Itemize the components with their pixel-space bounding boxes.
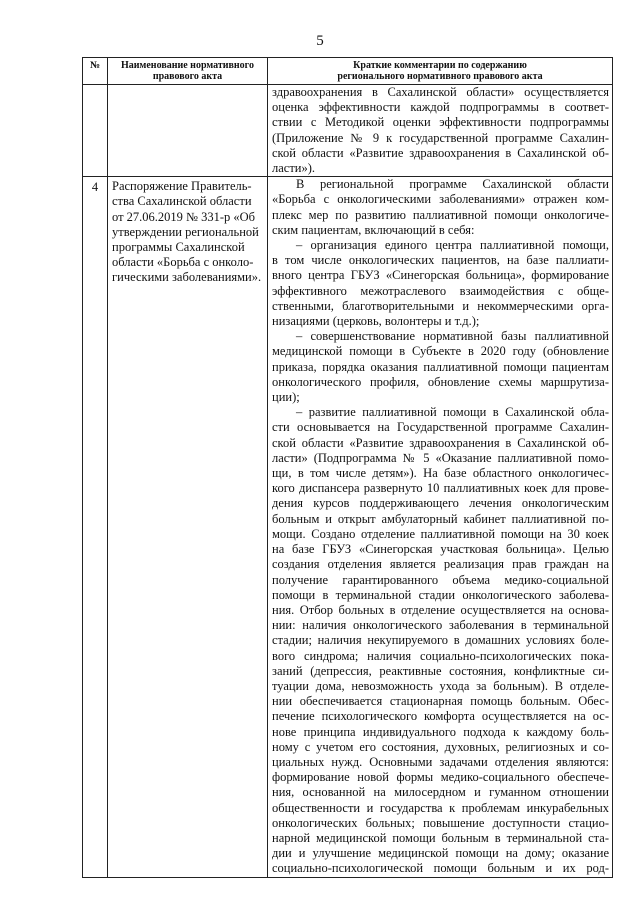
text-line: – организация единого центра паллиативной помощи,	[296, 238, 609, 253]
text-line: области «Борьба с онколо-	[112, 255, 254, 270]
text-line: стадии; наличия некупируемого в домашних условиях боле-	[272, 633, 609, 648]
text-line: ства Сахалинской области	[112, 194, 252, 209]
text-line: общественности и государства к проблемам инкурабельных	[272, 800, 609, 815]
text-line: дии и улучшение медицинской помощи на дому; оказание	[272, 846, 609, 861]
text-line: в том числе онкологических пациентов, на базе паллиати-	[272, 253, 609, 268]
text-line: социально-психологической помощи больным и их род-	[272, 861, 609, 876]
table-header-row	[83, 58, 613, 85]
text-line: В региональной программе Сахалинской области	[296, 177, 609, 192]
text-line: ским пациентам, включающий в себя:	[272, 222, 475, 237]
text-line: ласти»).	[272, 161, 316, 176]
text-line: низациями (церковь, волонтеры и т.д.);	[272, 314, 480, 329]
row-cont-lines	[272, 85, 609, 176]
text-line: помощи в терминальной стадии онкологического заболева-	[272, 587, 609, 602]
text-line: онкологического профиля, обновление схемы маршрутиза-	[272, 374, 609, 389]
header-name-line: Наименование нормативного	[121, 60, 254, 71]
row-cont-num	[83, 85, 108, 177]
text-line: оценка эффективности каждой подпрограммы в соответ-	[272, 100, 609, 115]
row-cont-text	[268, 85, 613, 177]
text-line: утверждении региональной	[112, 224, 259, 239]
header-comment-line: Краткие комментарии по содержанию	[353, 60, 527, 71]
text-line: «Борьба с онкологическими заболеваниями» отражен ком-	[272, 192, 609, 207]
text-line: ственными, благотворительными и некоммерческими орга-	[272, 298, 609, 313]
text-line: ции);	[272, 390, 300, 405]
text-line: получение гарантированного объема медико-социальной	[272, 572, 609, 587]
table-row-continuation	[83, 85, 613, 177]
text-line: ской области «Развитие здравоохранения в Сахалинской об-	[272, 435, 609, 450]
text-line: ния. Отбор больных в отделение осуществляется на основа-	[272, 602, 609, 617]
row-4-text	[268, 177, 613, 877]
row-4-name-lines	[112, 179, 264, 285]
text-line: – совершенствование нормативной базы паллиативной	[296, 329, 609, 344]
text-line: нове принципа индивидуального подхода к каждому боль-	[272, 724, 609, 739]
row-4-text-lines	[272, 177, 609, 876]
text-line: нии: наличия онкологического заболевания в терминальной	[272, 618, 609, 633]
text-line: туации дома, невозможность ухода за больным). В отделе-	[272, 678, 609, 693]
text-line: мощи. Создано отделение паллиативной помощи на 30 коек	[272, 526, 609, 541]
text-line: ствии с Методикой оценки эффективности подпрограммы	[272, 115, 609, 130]
text-line: циальных нужд. Основными задачами отделения являются:	[272, 754, 609, 769]
text-line: ласти» (Подпрограмма № 5 «Оказание паллиативной помо-	[272, 450, 609, 465]
text-line: – развитие паллиативной помощи в Сахалинской обла-	[296, 405, 609, 420]
text-line: вного центра ГБУЗ «Синегорская больница», формирование	[272, 268, 609, 283]
page-number: 5	[316, 33, 324, 49]
text-line: (Приложение № 9 к государственной программе Сахалин-	[272, 130, 609, 145]
header-comment	[268, 58, 613, 85]
text-line: ния, основанной на милосердном и гуманном отношении	[272, 785, 609, 800]
text-line: на базе ГБУЗ «Синегорская участковая больница». Целью	[272, 542, 609, 557]
text-line: от 27.06.2019 № 331-р «Об	[112, 209, 256, 224]
text-line: эффективного межотраслевого взаимодействия с обще-	[272, 283, 609, 298]
text-line: больным и открыт амбулаторный кабинет паллиативной по-	[272, 511, 609, 526]
header-num: №	[83, 58, 108, 85]
text-line: ской области «Развитие здравоохранения в Сахалинской об-	[272, 145, 609, 160]
text-line: кого диспансера развернуто 10 паллиативных коек для прове-	[272, 481, 609, 496]
text-line: печение психологического комфорта осуществляется на ос-	[272, 709, 609, 724]
text-line: Распоряжение Правитель-	[112, 179, 252, 194]
header-comment-line: регионального нормативного правового акта	[337, 71, 543, 82]
text-line: формирование новой формы медико-социального обеспече-	[272, 770, 609, 785]
text-line: нарной медицинской помощи больным в терминальной ста-	[272, 830, 609, 845]
text-line: нии обеспечивается стационарная помощь больным. Обес-	[272, 694, 609, 709]
text-line: программы Сахалинской	[112, 240, 245, 255]
table-row-4	[83, 177, 613, 877]
legal-acts-table	[82, 57, 613, 878]
header-name-line: правового акта	[152, 71, 223, 82]
text-line: сти основывается на Государственной программе Сахалин-	[272, 420, 609, 435]
text-line: дения курсов поддерживающего лечения онкологическим	[272, 496, 609, 511]
header-name	[108, 58, 268, 85]
text-line: гическими заболеваниями».	[112, 270, 262, 285]
text-line: щи, в том числе детям»). На базе областного онкологичес-	[272, 466, 609, 481]
text-line: плекс мер по развитию паллиативной помощи онкологиче-	[272, 207, 609, 222]
text-line: приказа, порядка оказания паллиативной помощи пациентам	[272, 359, 609, 374]
row-4-num: 4	[83, 177, 108, 877]
text-line: создания отделения является реализация прав граждан на	[272, 557, 609, 572]
row-cont-name	[108, 85, 268, 177]
text-line: вого синдрома; наличия социально-психологических пока-	[272, 648, 609, 663]
text-line: медицинской помощи в Субъекте в 2020 году (обновление	[272, 344, 609, 359]
text-line: здравоохранения в Сахалинской области» осуществляется	[272, 85, 609, 99]
row-4-name	[108, 177, 268, 877]
text-line: онкологических больных; повышение доступности стацио-	[272, 815, 609, 830]
text-line: ному с учетом его состояния, духовных, религиозных и со-	[272, 739, 609, 754]
text-line: заний (депрессия, реактивные состояния, конфликтные си-	[272, 663, 609, 678]
